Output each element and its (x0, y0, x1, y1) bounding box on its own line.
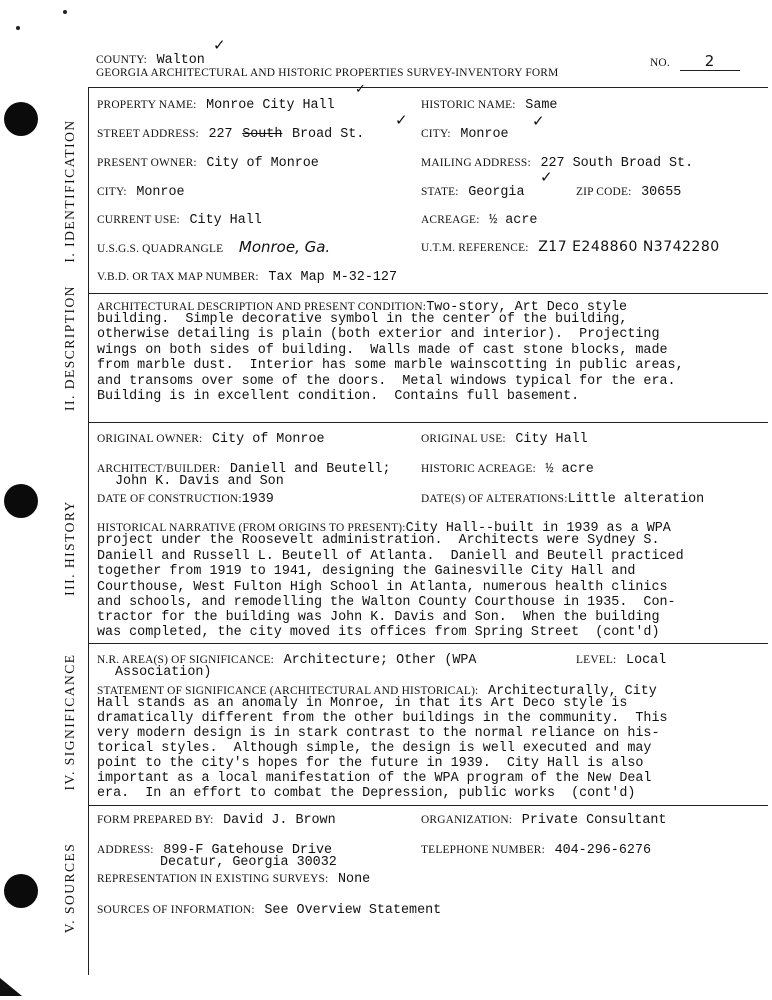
corner-mark (0, 978, 22, 996)
alterations-field (421, 489, 704, 507)
street-struck-text: South (242, 127, 283, 142)
street-address-field (97, 124, 364, 142)
level-field (576, 650, 666, 668)
vbd-label: V.B.D. OR TAX MAP NUMBER: (97, 271, 259, 283)
narrative-line: tractor for the building was John K. Davis and Son. When the building (97, 610, 660, 625)
original-owner-label: ORIGINAL OWNER: (97, 433, 203, 445)
punch-hole (4, 102, 38, 136)
telephone-label: TELEPHONE NUMBER: (421, 844, 545, 856)
county-line (96, 50, 205, 68)
zip-field (576, 182, 681, 200)
narrative-line: Daniell and Russell L. Beutell of Atlanta. Daniell and Beutell practiced (97, 549, 684, 564)
organization-label: ORGANIZATION: (421, 814, 513, 826)
telephone-field (421, 840, 651, 858)
section-history-label: III. HISTORY (62, 500, 77, 596)
original-use-label: ORIGINAL USE: (421, 433, 506, 445)
checkmark-icon: ✓ (395, 111, 408, 129)
architect-value: Daniell and Beutell; (229, 462, 391, 477)
narrative-line: was completed, the city moved its offices from Spring Street (cont'd) (97, 625, 660, 640)
state-value: Georgia (468, 185, 525, 200)
utm-label: U.T.M. REFERENCE: (421, 242, 529, 254)
no-value: 2 (680, 52, 740, 71)
statement-line: very modern design is in stark contrast to the normal reliance on his- (97, 726, 660, 741)
level-label: LEVEL: (576, 654, 617, 666)
organization-value: Private Consultant (521, 813, 667, 828)
divider (88, 643, 768, 644)
address-label: ADDRESS: (97, 844, 154, 856)
stray-dot (63, 10, 67, 14)
acreage-value: ½ acre (489, 213, 538, 228)
original-owner-field (97, 429, 325, 447)
original-owner-value: City of Monroe (212, 432, 325, 447)
city-label: CITY: (421, 128, 451, 140)
prepared-by-label: FORM PREPARED BY: (97, 814, 214, 826)
usgs-field (97, 238, 330, 257)
mailing-address-value: 227 South Broad St. (540, 156, 694, 171)
narrative-label: HISTORICAL NARRATIVE (FROM ORIGINS TO PRESENT): (97, 522, 406, 534)
narrative-line: project under the Roosevelt administration. Architects were Sydney S. (97, 533, 660, 548)
representation-label: REPRESENTATION IN EXISTING SURVEYS: (97, 873, 329, 885)
address-line-2: Decatur, Georgia 30032 (160, 855, 337, 870)
section-description-label: II. DESCRIPTION (62, 285, 77, 411)
zip-label: ZIP CODE: (576, 186, 632, 198)
statement-line: point to the city's hopes for the future in 1939. City Hall is also (97, 756, 644, 771)
statement-line: Hall stands as an anomaly in Monroe, in that its Art Deco style is (97, 696, 628, 711)
architect-label: ARCHITECT/BUILDER: (97, 463, 221, 475)
description-line: Building is in excellent condition. Contains full basement. (97, 389, 580, 404)
original-use-field (421, 429, 588, 447)
narrative-line: Courthouse, West Fulton High School in Atlanta, numerous health clinics (97, 580, 668, 595)
narrative-line: together from 1919 to 1941, designing the Gainesville City Hall and (97, 564, 636, 579)
prepared-by-value: David J. Brown (223, 813, 336, 828)
statement-line: dramatically different from the other buildings in the community. This (97, 711, 668, 726)
historic-name-value: Same (525, 98, 558, 113)
checkmark-icon: ✓ (540, 168, 553, 186)
construction-date-value: 1939 (241, 492, 274, 507)
checkmark-icon: ✓ (355, 82, 366, 97)
statement-label: STATEMENT OF SIGNIFICANCE (ARCHITECTURAL AND HISTORICAL): (97, 685, 479, 697)
description-line: Two-story, Art Deco style (426, 300, 628, 315)
telephone-value: 404-296-6276 (554, 843, 651, 858)
nr-area-value: Architecture; Other (WPA (283, 653, 477, 668)
acreage-field (421, 210, 537, 228)
acreage-label: ACREAGE: (421, 214, 480, 226)
organization-field (421, 810, 666, 828)
divider (88, 293, 768, 294)
zip-value: 30655 (641, 185, 682, 200)
city-value: Monroe (460, 127, 509, 142)
divider (88, 87, 768, 88)
statement-line: important as a local manifestation of the WPA program of the New Deal (97, 771, 652, 786)
sources-info-label: SOURCES OF INFORMATION: (97, 904, 255, 916)
description-line: from marble dust. Interior has some marble wainscotting in public areas, (97, 358, 684, 373)
narrative-line: City Hall--built in 1939 as a WPA (405, 521, 671, 536)
owner-city-label: CITY: (97, 186, 127, 198)
mailing-address-field (421, 153, 693, 171)
sources-info-value: See Overview Statement (264, 903, 442, 918)
street-number: 227 (208, 127, 233, 142)
mailing-address-label: MAILING ADDRESS: (421, 157, 531, 169)
property-name-value: Monroe City Hall (206, 98, 335, 113)
construction-date-field (97, 489, 274, 507)
present-owner-value: City of Monroe (206, 156, 319, 171)
architect-value-2: John K. Davis and Son (115, 474, 284, 489)
description-line: otherwise detailing is plain (both exterior and interior). Projecting (97, 327, 660, 342)
usgs-value: Monroe, Ga. (238, 238, 331, 256)
historic-acreage-field (421, 459, 594, 477)
description-line: building. Simple decorative symbol in the center of the building, (97, 312, 628, 327)
current-use-field (97, 210, 262, 228)
no-label: NO. (650, 57, 670, 69)
description-line: wings on both sides of building. Walls made of cast stone blocks, made (97, 343, 668, 358)
divider (88, 422, 768, 423)
historic-name-label: HISTORIC NAME: (421, 99, 516, 111)
left-border (88, 87, 89, 975)
property-name-label: PROPERTY NAME: (97, 99, 197, 111)
checkmark-icon: ✓ (213, 36, 226, 54)
alterations-label: DATE(S) OF ALTERATIONS: (421, 493, 568, 505)
statement-line: Architecturally, City (488, 684, 657, 699)
original-use-value: City Hall (515, 432, 588, 447)
narrative-line: and schools, and remodelling the Walton County Courthouse in 1935. Con- (97, 595, 676, 610)
historic-acreage-value: ½ acre (545, 462, 594, 477)
street-address-label: STREET ADDRESS: (97, 128, 199, 140)
state-label: STATE: (421, 186, 459, 198)
representation-value: None (338, 872, 371, 887)
checkmark-icon: ✓ (532, 112, 545, 130)
section-sources-label: V. SOURCES (62, 842, 77, 934)
city-field (421, 124, 509, 142)
section-significance-label: IV. SIGNIFICANCE (62, 653, 77, 791)
level-value: Local (626, 653, 667, 668)
current-use-value: City Hall (189, 213, 262, 228)
sources-info-field (97, 900, 441, 918)
owner-city-value: Monroe (136, 185, 185, 200)
historic-name-field (421, 95, 557, 113)
punch-hole (4, 484, 38, 518)
description-label: ARCHITECTURAL DESCRIPTION AND PRESENT CONDITION: (97, 301, 427, 313)
section-identification-label: I. IDENTIFICATION (62, 119, 77, 263)
owner-city-field (97, 182, 185, 200)
property-name-field (97, 95, 335, 113)
present-owner-label: PRESENT OWNER: (97, 157, 197, 169)
present-owner-field (97, 153, 319, 171)
utm-field (421, 238, 720, 256)
historic-acreage-label: HISTORIC ACREAGE: (421, 463, 536, 475)
punch-hole (4, 874, 38, 908)
usgs-label: U.S.G.S. QUADRANGLE (97, 243, 224, 255)
statement-line: era. In an effort to combat the Depression, public works (cont'd) (97, 786, 636, 801)
representation-field (97, 869, 370, 887)
current-use-label: CURRENT USE: (97, 214, 180, 226)
street-name: Broad St. (291, 127, 365, 142)
form-number (650, 52, 740, 71)
statement-line: torical styles. Although simple, the design is well executed and may (97, 741, 652, 756)
description-line: and transoms over some of the doors. Metal windows typical for the era. (97, 374, 676, 389)
nr-area-label: N.R. AREA(S) OF SIGNIFICANCE: (97, 654, 274, 666)
utm-value: Z17 E248860 N3742280 (538, 239, 720, 255)
nr-area-value-2: Association) (115, 665, 212, 680)
stray-dot (16, 26, 20, 30)
divider (88, 805, 768, 806)
vbd-value: Tax Map M-32-127 (268, 270, 397, 285)
address-line-1: 899-F Gatehouse Drive (163, 843, 333, 858)
vbd-field (97, 267, 397, 285)
construction-date-label: DATE OF CONSTRUCTION: (97, 493, 242, 505)
state-field (421, 182, 524, 200)
county-label: COUNTY: (96, 54, 147, 66)
county-value: Walton (156, 53, 205, 68)
alterations-value: Little alteration (567, 492, 705, 507)
prepared-by-field (97, 810, 336, 828)
form-title: GEORGIA ARCHITECTURAL AND HISTORIC PROPERTIES SURVEY-INVENTORY FORM (96, 67, 559, 79)
